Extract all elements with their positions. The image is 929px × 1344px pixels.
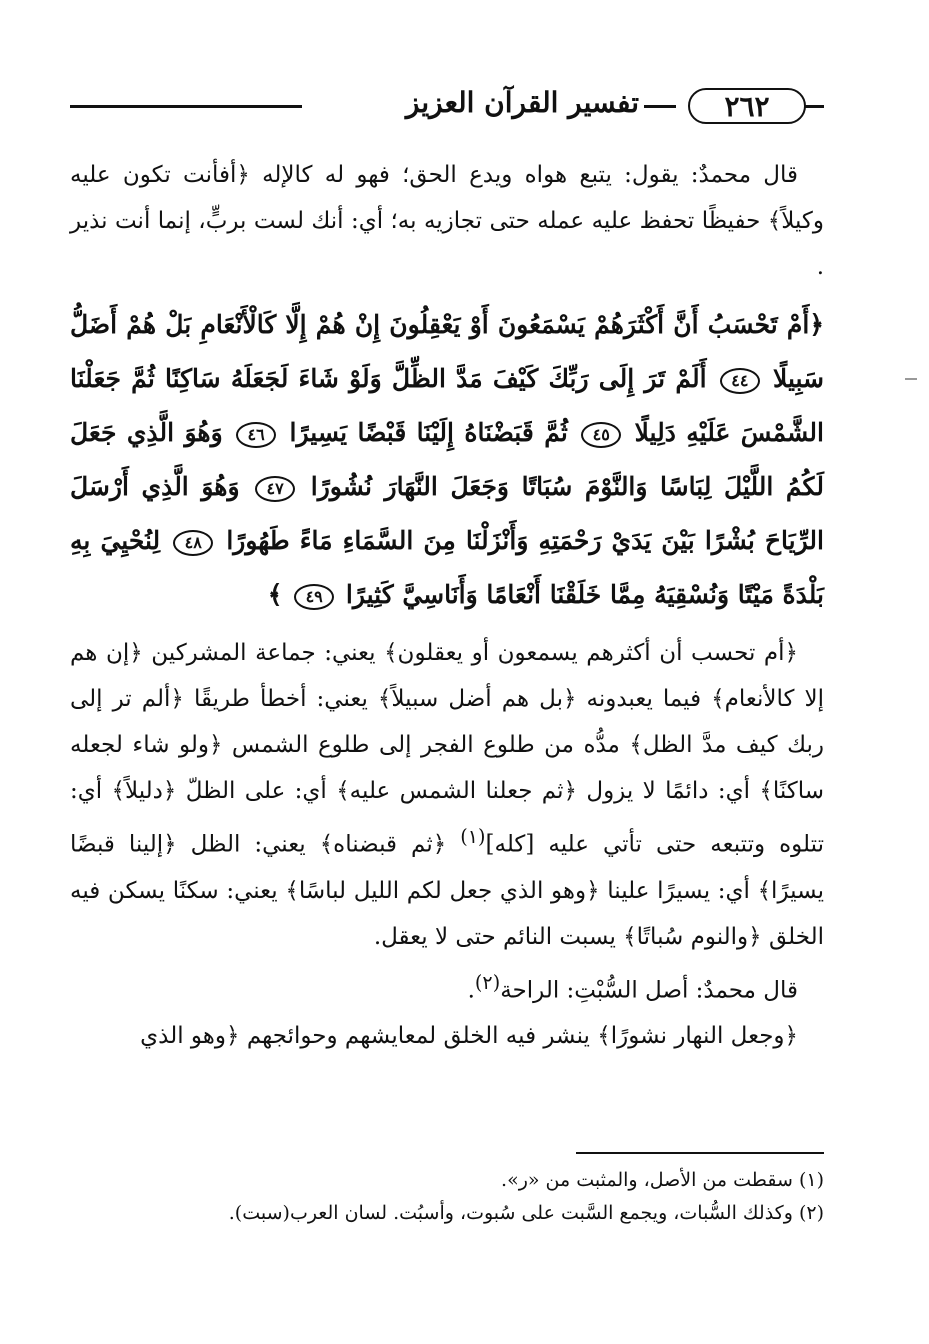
ayah-text: ثُمَّ قَبَضْنَاهُ إِلَيْنَا قَبْضًا يَسِيرًا bbox=[289, 418, 568, 447]
header-rule-middle bbox=[644, 105, 676, 108]
paragraph-commentary-4: ﴿وجعل النهار نشورًا﴾ ينشر فيه الخلق لمعايشهم وحوائجهم ﴿وهو الذي bbox=[140, 1023, 798, 1050]
ayah-text: وَهُوَ الَّذِي أَرْسَلَ الرِّيَاحَ بُشْرًا بَيْنَ يَدَيْ رَحْمَتِهِ وَأَنْزَلْنَا مِنَ السَّمَاءِ مَاءً طَهُورًا bbox=[70, 472, 824, 555]
quran-close-bracket: ﴾ bbox=[267, 580, 283, 609]
ayah-text: أَمْ تَحْسَبُ أَنَّ أَكْثَرَهُمْ يَسْمَعُونَ أَوْ يَعْقِلُونَ إِنْ هُمْ إِلَّا كَالْأَنْعَامِ بَلْ هُمْ أَضَلُّ سَبِيلًا bbox=[70, 310, 824, 393]
ayah-text: أَلَمْ تَرَ إِلَى رَبِّكَ كَيْفَ مَدَّ الظِّلَّ وَلَوْ شَاءَ لَجَعَلَهُ سَاكِنًا ثُمَّ جَعَلْنَا الشَّمْسَ عَلَيْهِ دَلِيلًا bbox=[70, 364, 824, 447]
ayah-number-marker: ٤٦ bbox=[236, 422, 276, 448]
ayah-number-marker: ٤٨ bbox=[173, 530, 213, 556]
footnotes bbox=[70, 1164, 824, 1230]
header-rule-left bbox=[70, 105, 302, 108]
page-number: ٢٦٢ bbox=[688, 88, 806, 124]
footnote-number: (٢) bbox=[798, 1202, 824, 1224]
paragraph-commentary-3 bbox=[70, 960, 824, 1014]
ayah-number-marker: ٤٧ bbox=[255, 476, 295, 502]
page-header bbox=[70, 82, 824, 128]
page bbox=[70, 82, 824, 1284]
footnote-ref: (٢) bbox=[474, 970, 501, 994]
footnote-number: (١) bbox=[798, 1169, 824, 1191]
margin-mark bbox=[905, 378, 917, 380]
paragraph-commentary-1: قال محمدٌ: يقول: يتبع هواه ويدع الحق؛ فهو له كالإله ﴿أفأنت تكون عليه وكيلاً﴾ حفيظًا تحفظ عليه عمله حتى تجازيه به؛ أي: أنك لست بربٍّ، إنما أنت نذير . bbox=[70, 162, 824, 280]
footnote-separator bbox=[576, 1152, 824, 1154]
header-rule-right bbox=[804, 105, 824, 108]
footnote-text: وكذلك السُّبات، ويجمع السَّبت على سُبوت، وأسبُت. لسان العرب(سبت). bbox=[228, 1202, 793, 1224]
quran-verses-block bbox=[70, 298, 824, 622]
ayah-text: لِنُحْيِيَ بِهِ بَلْدَةً مَيْتًا وَنُسْقِيَهُ مِمَّا خَلَقْنَا أَنْعَامًا وَأَنَاسِيَّ كَثِيرًا bbox=[70, 526, 824, 609]
footnote-ref: (١) bbox=[460, 825, 486, 848]
commentary-text: . bbox=[467, 977, 475, 1004]
footnote-item bbox=[70, 1164, 824, 1197]
running-title: تفسير القرآن العزيز bbox=[405, 86, 639, 119]
ayah-number-marker: ٤٥ bbox=[581, 422, 621, 448]
ayah-number-marker: ٤٤ bbox=[720, 368, 760, 394]
ayah-number-marker: ٤٩ bbox=[294, 584, 334, 610]
ayah-text: وَهُوَ الَّذِي جَعَلَ لَكُمُ اللَّيْلَ لِبَاسًا وَالنَّوْمَ سُبَاتًا وَجَعَلَ النَّهَارَ نُشُورًا bbox=[70, 418, 824, 501]
footnote-text: سقطت من الأصل، والمثبت من «ر». bbox=[501, 1169, 793, 1191]
quran-open-bracket: ﴿ bbox=[809, 310, 824, 339]
commentary-text: ﴿أم تحسب أن أكثرهم يسمعون أو يعقلون﴾ يعني: جماعة المشركين ﴿إن هم إلا كالأنعام﴾ فيما يعبدونه ﴿بل هم أضل سبيلاً﴾ يعني: أخطأ طريقًا ﴿ألم تر إلى ربك كيف مدَّ الظل﴾ مدُّه من طلوع الفجر إلى طلوع الشمس ﴿ولو شاء لجعله ساكنًا﴾ أي: دائمًا لا يزول ﴿ثم جعلنا الشمس عليه﴾ أي: على الظلّ ﴿دليلاً﴾ أي: تتلوه وتتبعه حتى تأتي عليه [كله] bbox=[70, 640, 824, 858]
commentary-text: قال محمدٌ: أصل السُّبْتِ: الراحة bbox=[500, 977, 798, 1004]
commentary-text: ﴿ثم قبضناه﴾ يعني: الظل ﴿إلينا قبضًا يسيرًا﴾ أي: يسيرًا علينا ﴿وهو الذي جعل لكم الليل لباسًا﴾ يعني: سكنًا يسكن فيه الخلق ﴿والنوم سُباتًا﴾ يسبت النائم حتى لا يعقل. bbox=[70, 831, 824, 950]
footnote-item bbox=[70, 1197, 824, 1230]
paragraph-commentary-2 bbox=[70, 630, 824, 960]
main-text bbox=[70, 152, 824, 1059]
